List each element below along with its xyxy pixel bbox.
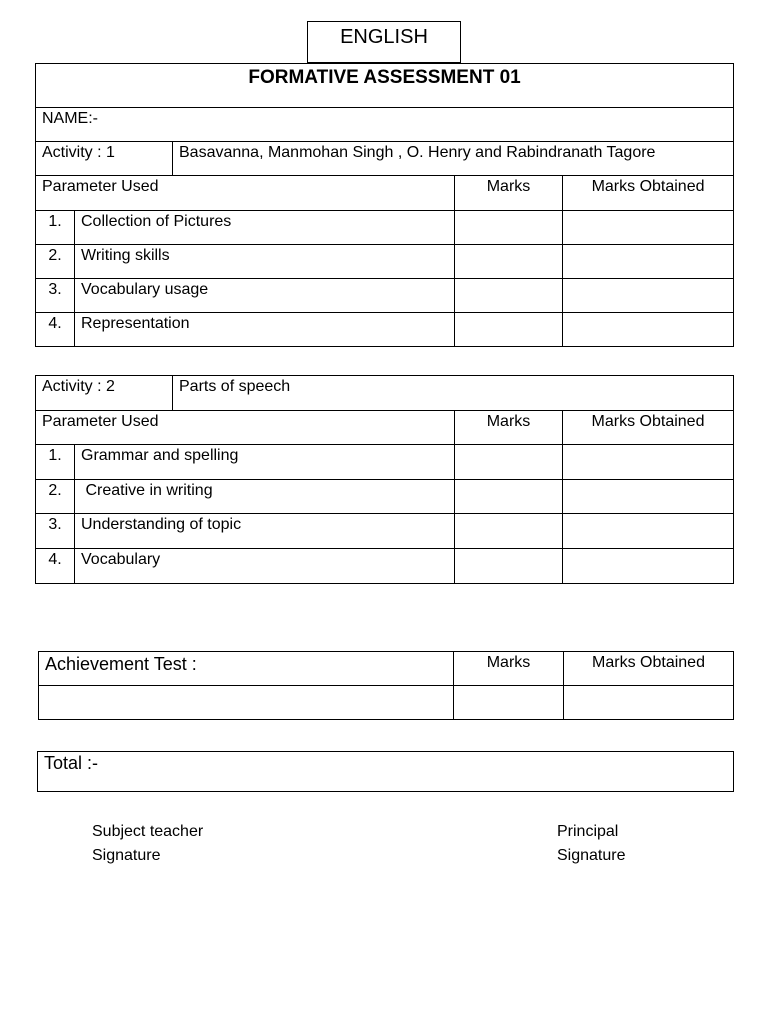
parameter-cell: Writing skills <box>75 245 455 279</box>
parameter-cell: Representation <box>75 313 455 347</box>
marks-obtained-cell[interactable] <box>563 279 734 313</box>
activity-2-label: Activity : 2 <box>36 376 173 411</box>
parameter-cell: Vocabulary <box>75 549 455 584</box>
row-number: 4. <box>36 549 75 584</box>
assessment-title: FORMATIVE ASSESSMENT 01 <box>36 64 734 108</box>
marks-obtained-cell[interactable] <box>563 514 734 549</box>
activity-1-label: Activity : 1 <box>36 142 173 176</box>
parameter-cell: Grammar and spelling <box>75 445 455 480</box>
total-label: Total :- <box>44 753 99 773</box>
marks-obtained-header: Marks Obtained <box>563 176 734 211</box>
marks-header: Marks <box>455 411 563 445</box>
marks-obtained-cell[interactable] <box>563 211 734 245</box>
marks-cell[interactable] <box>454 686 564 720</box>
teacher-signature-label: Signature <box>92 847 161 864</box>
table-row <box>36 514 734 549</box>
row-number: 3. <box>36 279 75 313</box>
marks-obtained-header: Marks Obtained <box>564 652 734 686</box>
table-row <box>36 480 734 514</box>
row-number: 2. <box>36 245 75 279</box>
marks-obtained-cell[interactable] <box>563 549 734 584</box>
achievement-test-cell[interactable] <box>39 686 454 720</box>
principal-label: Principal <box>557 823 619 840</box>
marks-header: Marks <box>454 652 564 686</box>
subject-title: ENGLISH <box>307 21 461 63</box>
marks-cell[interactable] <box>455 211 563 245</box>
activity-1-table <box>35 63 734 347</box>
marks-header: Marks <box>455 176 563 211</box>
principal-signature-label: Signature <box>557 847 626 864</box>
parameter-cell: Understanding of topic <box>75 514 455 549</box>
row-number: 1. <box>36 445 75 480</box>
parameter-cell: Creative in writing <box>75 480 455 514</box>
name-label: NAME:- <box>42 110 98 127</box>
marks-obtained-cell[interactable] <box>563 313 734 347</box>
marks-obtained-cell[interactable] <box>563 480 734 514</box>
table-row <box>36 245 734 279</box>
subject-teacher-signature <box>92 820 203 868</box>
parameter-header: Parameter Used <box>36 411 455 445</box>
marks-obtained-cell[interactable] <box>563 445 734 480</box>
row-number: 4. <box>36 313 75 347</box>
table-row <box>36 445 734 480</box>
activity-2-table <box>35 375 734 584</box>
activity-1-topic: Basavanna, Manmohan Singh , O. Henry and Rabindranath Tagore <box>173 142 734 176</box>
marks-cell[interactable] <box>455 313 563 347</box>
table-row <box>36 313 734 347</box>
table-row <box>36 211 734 245</box>
marks-cell[interactable] <box>455 445 563 480</box>
row-number: 2. <box>36 480 75 514</box>
achievement-test-label: Achievement Test : <box>39 652 454 686</box>
parameter-cell: Collection of Pictures <box>75 211 455 245</box>
principal-signature <box>557 820 626 868</box>
achievement-test-table <box>38 651 734 720</box>
marks-cell[interactable] <box>455 279 563 313</box>
marks-cell[interactable] <box>455 514 563 549</box>
parameter-header: Parameter Used <box>36 176 455 211</box>
teacher-label: Subject teacher <box>92 823 204 840</box>
table-row <box>36 549 734 584</box>
activity-2-topic: Parts of speech <box>173 376 734 411</box>
total-field[interactable] <box>37 751 734 792</box>
table-row <box>39 686 734 720</box>
row-number: 1. <box>36 211 75 245</box>
name-field[interactable] <box>36 108 734 142</box>
marks-cell[interactable] <box>455 549 563 584</box>
marks-cell[interactable] <box>455 245 563 279</box>
marks-cell[interactable] <box>455 480 563 514</box>
row-number: 3. <box>36 514 75 549</box>
marks-obtained-cell[interactable] <box>563 245 734 279</box>
parameter-cell: Vocabulary usage <box>75 279 455 313</box>
marks-obtained-cell[interactable] <box>564 686 734 720</box>
marks-obtained-header: Marks Obtained <box>563 411 734 445</box>
table-row <box>36 279 734 313</box>
